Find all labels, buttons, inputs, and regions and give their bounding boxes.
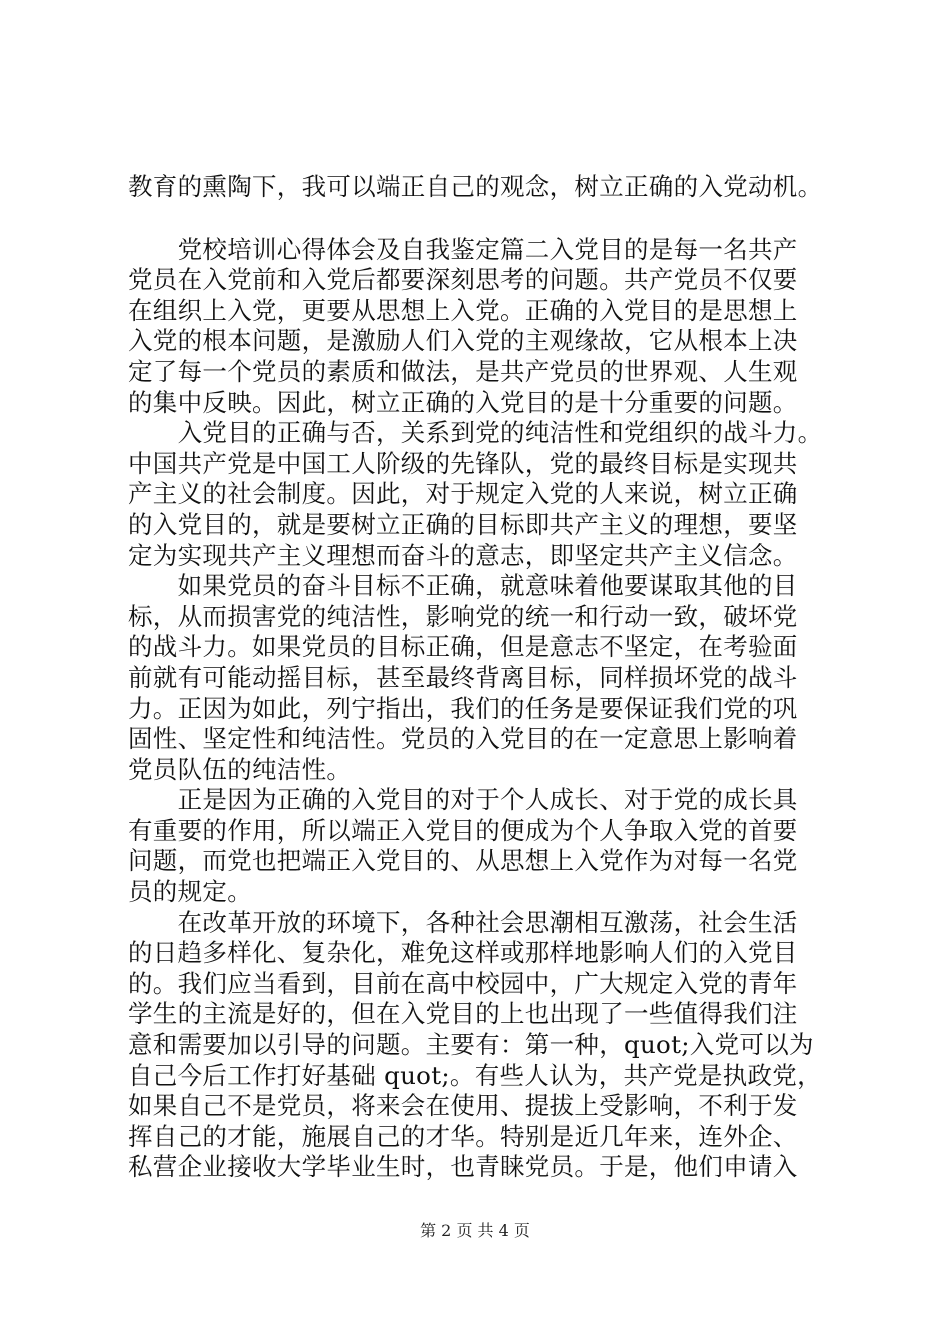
text-line: 中国共产党是中国工人阶级的先锋队，党的最终目标是实现共 xyxy=(128,448,798,478)
text-line: 挥自己的才能，施展自己的才华。特别是近几年来，连外企、 xyxy=(128,1121,798,1151)
page-number-footer: 第 2 页 共 4 页 xyxy=(420,1221,530,1240)
text-line: 党员队伍的纯洁性。 xyxy=(128,754,352,784)
text-line: 党员在入党前和入党后都要深刻思考的问题。共产党员不仅要 xyxy=(128,265,798,295)
text-line: 的日趋多样化、复杂化，难免这样或那样地影响人们的入党目 xyxy=(128,938,798,968)
text-line: 如果党员的奋斗目标不正确，就意味着他要谋取其他的目 xyxy=(128,571,798,601)
text-line: 如果自己不是党员，将来会在使用、提拔上受影响，不利于发 xyxy=(128,1091,798,1121)
text-line: 正是因为正确的入党目的对于个人成长、对于党的成长具 xyxy=(128,785,798,815)
text-line: 入党目的正确与否，关系到党的纯洁性和党组织的战斗力。 xyxy=(128,418,823,448)
text-line: 私营企业接收大学毕业生时，也青睐党员。于是，他们申请入 xyxy=(128,1152,798,1182)
text-line: 自己今后工作打好基础 quot;。有些人认为，共产党是执政党， xyxy=(128,1060,822,1090)
text-line: 意和需要加以引导的问题。主要有：第一种，quot;入党可以为 xyxy=(128,1030,814,1060)
text-line: 学生的主流是好的，但在入党目的上也出现了一些值得我们注 xyxy=(128,999,798,1029)
text-line: 前就有可能动摇目标，甚至最终背离目标，同样损坏党的战斗 xyxy=(128,662,798,692)
text-line: 党校培训心得体会及自我鉴定篇二入党目的是每一名共产 xyxy=(128,234,798,264)
text-line: 定为实现共产主义理想而奋斗的意志，即坚定共产主义信念。 xyxy=(128,540,798,570)
text-line: 的。我们应当看到，目前在高中校园中，广大规定入党的青年 xyxy=(128,968,798,998)
text-line: 在改革开放的环境下，各种社会思潮相互激荡，社会生活 xyxy=(128,907,798,937)
text-line: 问题，而党也把端正入党目的、从思想上入党作为对每一名党 xyxy=(128,846,798,876)
document-body xyxy=(128,172,828,1183)
text-line: 有重要的作用，所以端正入党目的便成为个人争取入党的首要 xyxy=(128,815,798,845)
text-line: 固性、坚定性和纯洁性。党员的入党目的在一定意思上影响着 xyxy=(128,724,798,754)
text-line: 的战斗力。如果党员的目标正确，但是意志不坚定，在考验面 xyxy=(128,632,798,662)
text-line: 产主义的社会制度。因此，对于规定入党的人来说，树立正确 xyxy=(128,479,798,509)
text-line: 的入党目的，就是要树立正确的目标即共产主义的理想，要坚 xyxy=(128,509,798,539)
text-line: 员的规定。 xyxy=(128,877,252,907)
text-line: 标，从而损害党的纯洁性，影响党的统一和行动一致，破坏党 xyxy=(128,601,798,631)
text-line: 定了每一个党员的素质和做法，是共产党员的世界观、人生观 xyxy=(128,356,798,386)
text-line: 力。正因为如此，列宁指出，我们的任务是要保证我们党的巩 xyxy=(128,693,798,723)
text-line: 在组织上入党，更要从思想上入党。正确的入党目的是思想上 xyxy=(128,295,798,325)
text-line: 的集中反映。因此，树立正确的入党目的是十分重要的问题。 xyxy=(128,387,798,417)
text-line: 入党的根本问题，是激励人们入党的主观缘故，它从根本上决 xyxy=(128,326,798,356)
text-line: 教育的熏陶下，我可以端正自己的观念，树立正确的入党动机。 xyxy=(128,172,823,201)
